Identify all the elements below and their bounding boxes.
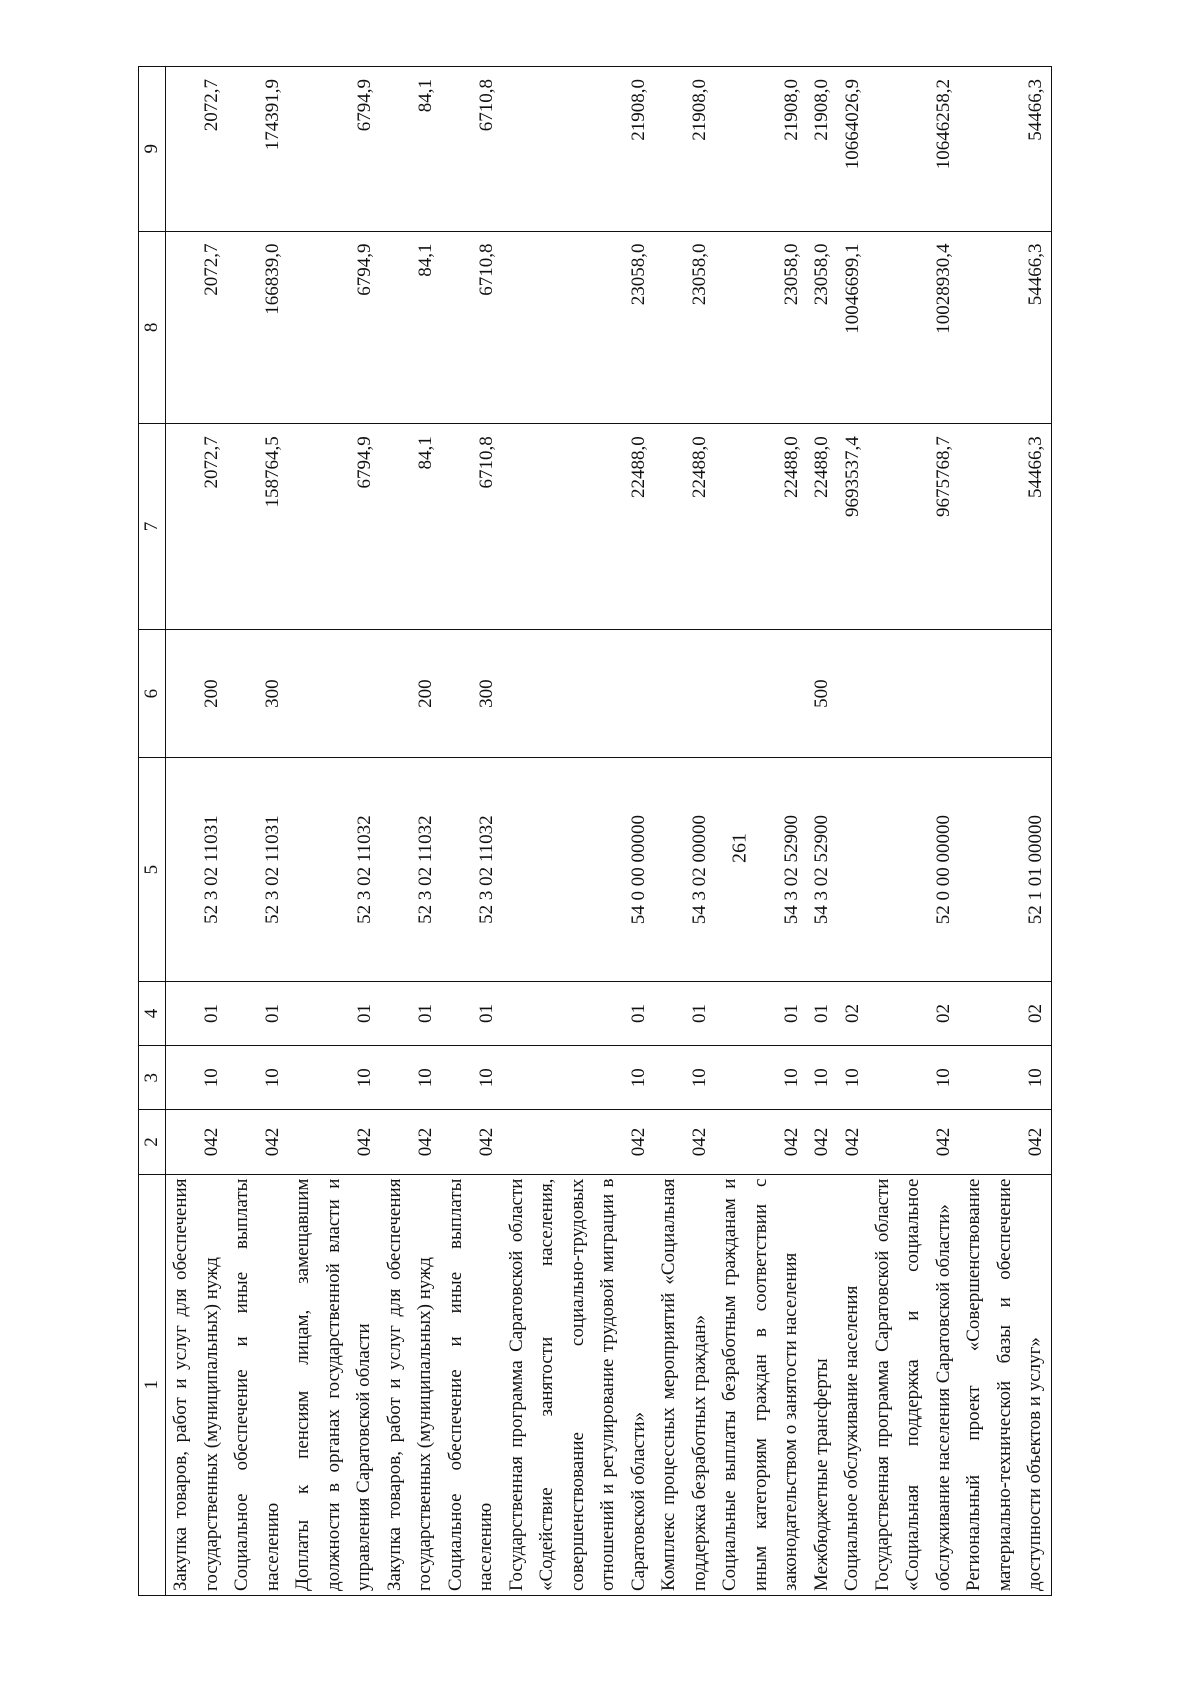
header-row (139, 67, 166, 1596)
row-description: Социальные выплаты безработным гражданам и иным категориям граждан в соответствии с законодательством о занятости населения (715, 1174, 807, 1595)
row-description: Государственная программа Саратовской области «Содействие занятости населения, совершенствование социально-трудовых отношений и регулирование трудовой миграции в Саратовской области» (502, 1174, 655, 1595)
col-header: 3 (139, 1046, 166, 1110)
cell-c3: 10 (837, 1046, 868, 1110)
cell-c9: 21908,0 (654, 67, 715, 232)
cell-c7: 9675768,7 (868, 424, 960, 630)
table-row (715, 67, 807, 1596)
cell-c9: 6710,8 (441, 67, 502, 232)
cell-c4: 01 (166, 981, 228, 1045)
cell-c3: 10 (654, 1046, 715, 1110)
cell-c3: 10 (807, 1046, 838, 1110)
row-description: Социальное обеспечение и иные выплаты населению (227, 1174, 288, 1595)
cell-c5: 52 3 02 11032 (288, 758, 380, 982)
cell-c4: 02 (959, 981, 1051, 1045)
cell-c9: 6794,9 (288, 67, 380, 232)
cell-c5: 52 3 02 11031 (227, 758, 288, 982)
cell-c2: 042 (959, 1110, 1051, 1174)
cell-c3: 10 (959, 1046, 1051, 1110)
row-description: Доплаты к пенсиям лицам, замещавшим должности в органах государственной власти и управления Саратовской области (288, 1174, 380, 1595)
cell-c7: 22488,0 (807, 424, 838, 630)
cell-c8: 23058,0 (654, 231, 715, 424)
col-header: 4 (139, 981, 166, 1045)
cell-c2: 042 (807, 1110, 838, 1174)
cell-c7: 22488,0 (502, 424, 655, 630)
cell-c2: 042 (715, 1110, 807, 1174)
cell-c2: 042 (227, 1110, 288, 1174)
cell-c8: 23058,0 (715, 231, 807, 424)
col-header: 9 (139, 67, 166, 232)
cell-c4: 01 (288, 981, 380, 1045)
table-row (654, 67, 715, 1596)
col-header: 1 (139, 1174, 166, 1595)
cell-c4: 02 (868, 981, 960, 1045)
cell-c8: 84,1 (380, 231, 441, 424)
col-header: 8 (139, 231, 166, 424)
cell-c7: 6710,8 (441, 424, 502, 630)
cell-c8: 2072,7 (166, 231, 228, 424)
cell-c7: 54466,3 (959, 424, 1051, 630)
cell-c8: 54466,3 (959, 231, 1051, 424)
cell-c7: 84,1 (380, 424, 441, 630)
row-description: Государственная программа Саратовской области «Социальная поддержка и социальное обслуживание населения Саратовской области» (868, 1174, 960, 1595)
cell-c7: 22488,0 (715, 424, 807, 630)
col-header: 2 (139, 1110, 166, 1174)
cell-c3: 10 (502, 1046, 655, 1110)
col-header: 7 (139, 424, 166, 630)
cell-c5: 52 1 01 00000 (959, 758, 1051, 982)
row-description: Межбюджетные трансферты (807, 1174, 838, 1595)
cell-c5 (837, 758, 868, 982)
cell-c9: 21908,0 (807, 67, 838, 232)
cell-c3: 10 (715, 1046, 807, 1110)
cell-c5: 52 3 02 11031 (166, 758, 228, 982)
cell-c2: 042 (441, 1110, 502, 1174)
cell-c2: 042 (380, 1110, 441, 1174)
cell-c2: 042 (288, 1110, 380, 1174)
cell-c7: 158764,5 (227, 424, 288, 630)
cell-c9: 174391,9 (227, 67, 288, 232)
cell-c5: 54 3 02 00000 (654, 758, 715, 982)
table-row (807, 67, 838, 1596)
cell-c8: 166839,0 (227, 231, 288, 424)
row-description: Региональный проект «Совершенствование материально-технической базы и обеспечение доступности объектов и услуг» (959, 1174, 1051, 1595)
cell-c2: 042 (502, 1110, 655, 1174)
cell-c4: 01 (807, 981, 838, 1045)
row-description: Социальное обеспечение и иные выплаты населению (441, 1174, 502, 1595)
table-row (227, 67, 288, 1596)
cell-c3: 10 (288, 1046, 380, 1110)
cell-c6 (715, 629, 807, 757)
cell-c8: 23058,0 (807, 231, 838, 424)
cell-c5: 52 3 02 11032 (380, 758, 441, 982)
col-header: 6 (139, 629, 166, 757)
cell-c8: 10028930,4 (868, 231, 960, 424)
table-row (959, 67, 1051, 1596)
cell-c2: 042 (166, 1110, 228, 1174)
page-number: 261 (728, 833, 751, 863)
cell-c6 (502, 629, 655, 757)
cell-c9: 54466,3 (959, 67, 1051, 232)
cell-c6: 300 (441, 629, 502, 757)
row-description: Закупка товаров, работ и услуг для обеспечения государственных (муниципальных) нужд (166, 1174, 228, 1595)
table-row (502, 67, 655, 1596)
cell-c6 (288, 629, 380, 757)
cell-c6 (868, 629, 960, 757)
cell-c6: 200 (380, 629, 441, 757)
cell-c3: 10 (441, 1046, 502, 1110)
cell-c5: 52 0 00 00000 (868, 758, 960, 982)
col-header: 5 (139, 758, 166, 982)
cell-c4: 01 (380, 981, 441, 1045)
cell-c5: 54 3 02 52900 (807, 758, 838, 982)
cell-c8: 23058,0 (502, 231, 655, 424)
cell-c2: 042 (868, 1110, 960, 1174)
rotated-table-block (138, 66, 1138, 1596)
cell-c4: 01 (654, 981, 715, 1045)
cell-c2: 042 (837, 1110, 868, 1174)
cell-c4: 01 (227, 981, 288, 1045)
cell-c3: 10 (868, 1046, 960, 1110)
cell-c5: 54 3 02 52900 (715, 758, 807, 982)
cell-c4: 01 (441, 981, 502, 1045)
row-description: Комплекс процессных мероприятий «Социальная поддержка безработных граждан» (654, 1174, 715, 1595)
table-row (837, 67, 868, 1596)
table-row (166, 67, 228, 1596)
cell-c8: 10046699,1 (837, 231, 868, 424)
cell-c7: 6794,9 (288, 424, 380, 630)
cell-c6 (654, 629, 715, 757)
cell-c3: 10 (227, 1046, 288, 1110)
cell-c9: 21908,0 (715, 67, 807, 232)
cell-c6 (959, 629, 1051, 757)
cell-c9: 84,1 (380, 67, 441, 232)
row-description: Закупка товаров, работ и услуг для обеспечения государственных (муниципальных) нужд (380, 1174, 441, 1595)
cell-c5: 52 3 02 11032 (441, 758, 502, 982)
cell-c3: 10 (166, 1046, 228, 1110)
cell-c7: 9693537,4 (837, 424, 868, 630)
cell-c3: 10 (380, 1046, 441, 1110)
table-row (288, 67, 380, 1596)
cell-c8: 6794,9 (288, 231, 380, 424)
cell-c9: 21908,0 (502, 67, 655, 232)
budget-table (138, 66, 1052, 1596)
cell-c6 (837, 629, 868, 757)
cell-c6: 200 (166, 629, 228, 757)
cell-c9: 2072,7 (166, 67, 228, 232)
cell-c6: 500 (807, 629, 838, 757)
cell-c4: 02 (837, 981, 868, 1045)
cell-c8: 6710,8 (441, 231, 502, 424)
cell-c9: 10646258,2 (868, 67, 960, 232)
table-row (441, 67, 502, 1596)
row-description: Социальное обслуживание населения (837, 1174, 868, 1595)
cell-c6: 300 (227, 629, 288, 757)
cell-c2: 042 (654, 1110, 715, 1174)
table-row (868, 67, 960, 1596)
table-row (380, 67, 441, 1596)
cell-c7: 2072,7 (166, 424, 228, 630)
cell-c7: 22488,0 (654, 424, 715, 630)
cell-c4: 01 (715, 981, 807, 1045)
cell-c5: 54 0 00 00000 (502, 758, 655, 982)
cell-c4: 01 (502, 981, 655, 1045)
cell-c9: 10664026,9 (837, 67, 868, 232)
